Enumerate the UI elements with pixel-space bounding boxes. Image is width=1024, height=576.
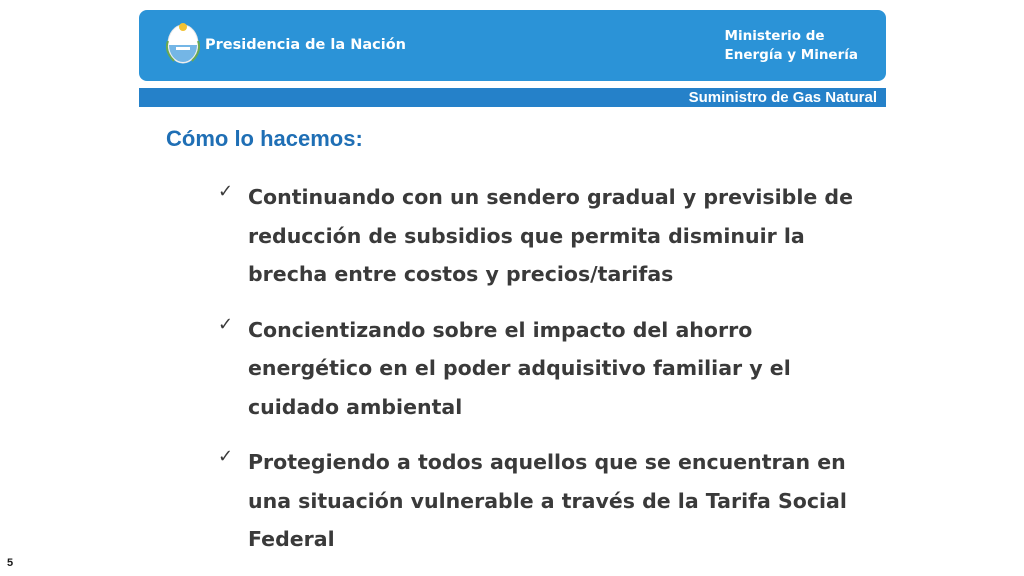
checkmark-icon: ✓ [218, 446, 234, 467]
ministerio-line-2: Energía y Minería [724, 47, 858, 63]
bullet-item [218, 311, 878, 427]
checkmark-icon: ✓ [218, 313, 234, 335]
ministerio-line-1: Ministerio de [724, 28, 825, 44]
bullet-text: Concientizando sobre el impacto del ahorro energético en el poder adquisitivo familiar y el cuidado ambiental [248, 317, 791, 419]
checkmark-icon: ✓ [218, 181, 234, 202]
header-banner [139, 10, 886, 81]
page-number: 5 [7, 557, 14, 569]
subtitle-text: Suministro de Gas Natural [688, 89, 877, 106]
ministerio-label [725, 27, 858, 65]
bullet-item [218, 443, 878, 559]
slide-title: Cómo lo hacemos: [166, 126, 363, 151]
coat-of-arms-icon [166, 21, 200, 67]
subtitle-bar [139, 88, 886, 107]
bullet-item [218, 178, 878, 294]
presidencia-label: Presidencia de la Nación [205, 37, 406, 53]
bullet-text: Protegiendo a todos aquellos que se encuentran en una situación vulnerable a través de la Tarifa Social Federal [248, 450, 847, 551]
bullet-text: Continuando con un sendero gradual y previsible de reducción de subsidios que permita disminuir la brecha entre costos y precios/tarifas [248, 185, 853, 286]
bullet-list [218, 178, 878, 576]
